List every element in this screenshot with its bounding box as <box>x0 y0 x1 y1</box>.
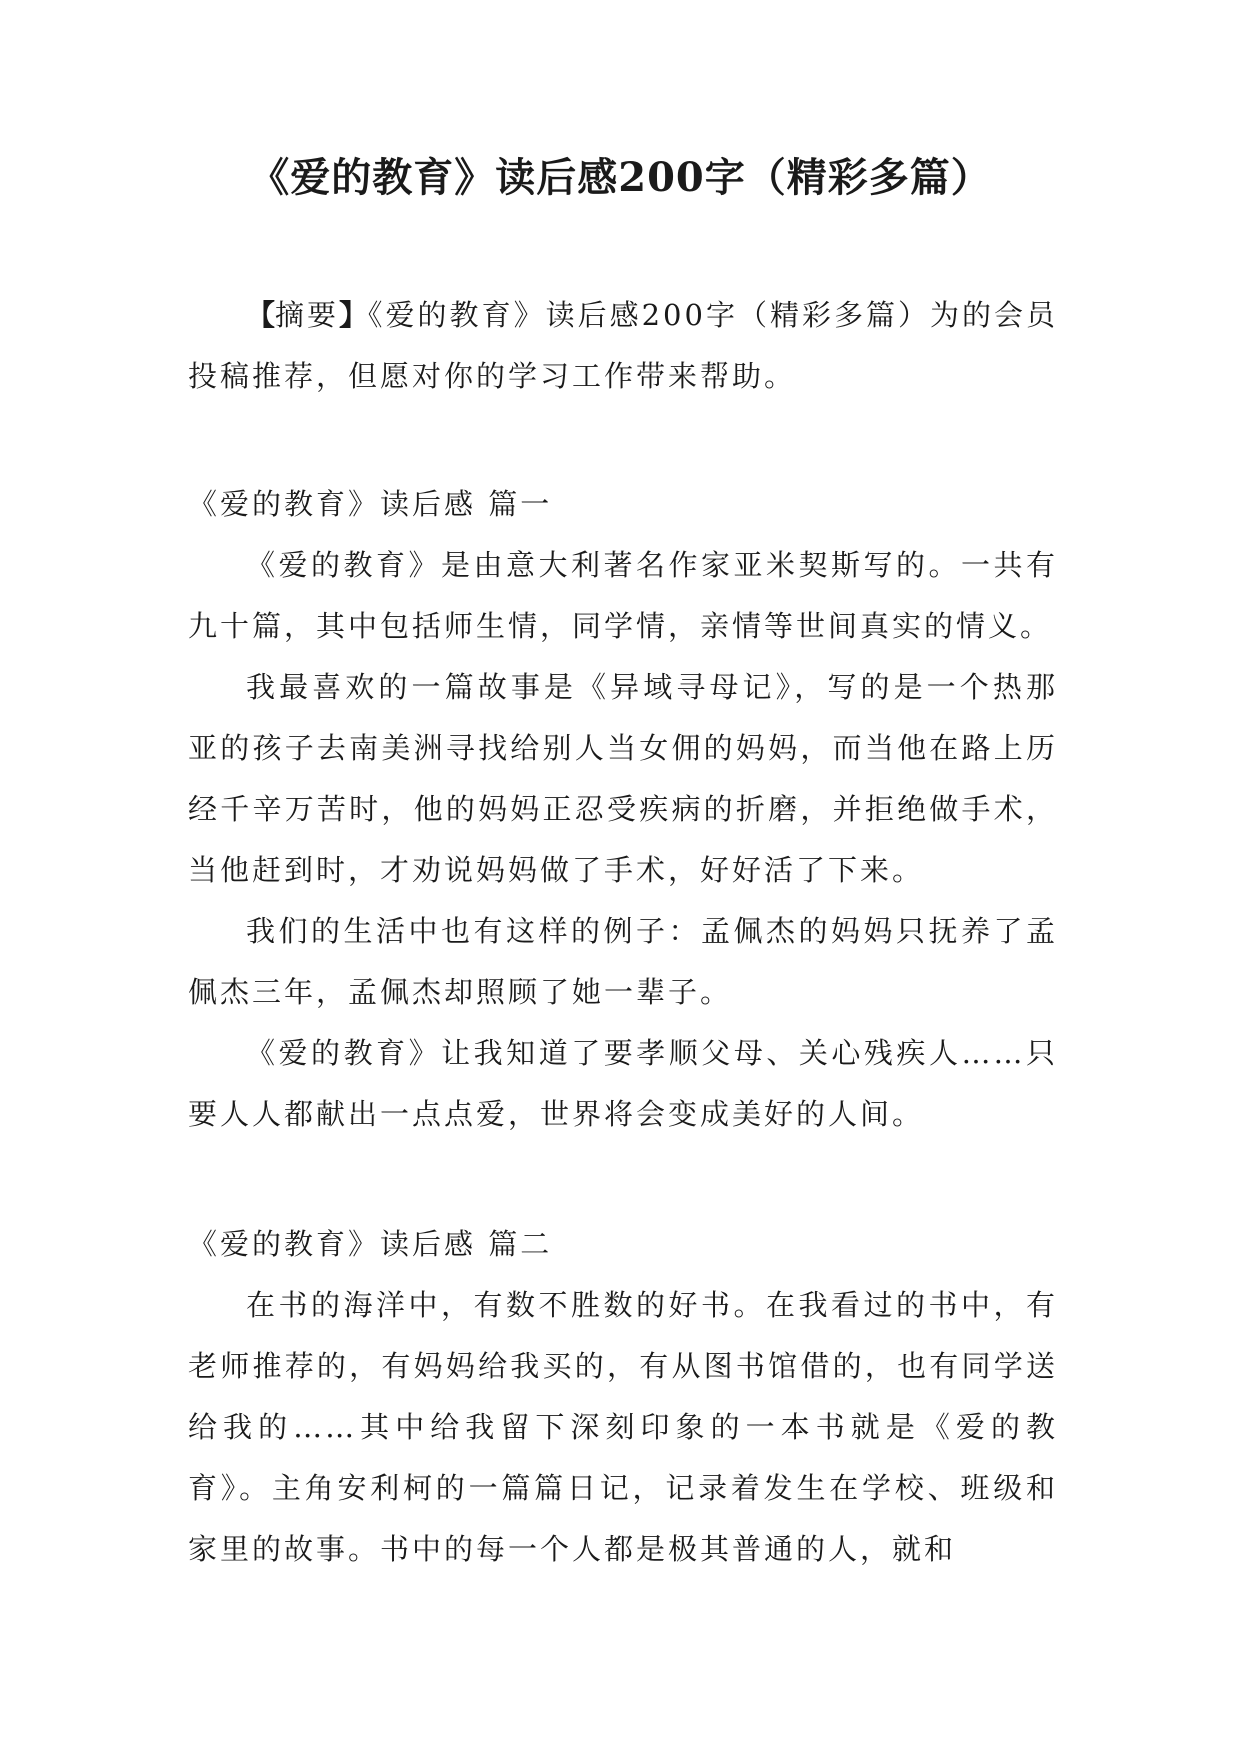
abstract-label: 摘要 <box>275 298 340 332</box>
section-1 <box>188 474 1058 1145</box>
abstract-label-close: 】 <box>339 298 369 332</box>
body-paragraph: 在书的海洋中，有数不胜数的好书。在我看过的书中，有老师推荐的，有妈妈给我买的，有从图书馆借的，也有同学送给我的……其中给我留下深刻印象的一本书就是《爱的教育》。主角安利柯的一篇篇日记，记录着发生在学校、班级和家里的故事。书中的每一个人都是极其普通的人，就和 <box>188 1288 1058 1566</box>
body-paragraph: 《爱的教育》是由意大利著名作家亚米契斯写的。一共有九十篇，其中包括师生情，同学情，亲情等世间真实的情义。 <box>188 548 1058 643</box>
body-paragraph: 我最喜欢的一篇故事是《异域寻母记》，写的是一个热那亚的孩子去南美洲寻找给别人当女佣的妈妈，而当他在路上历经千辛万苦时，他的妈妈正忍受疾病的折磨，并拒绝做手术，当他赶到时，才劝说妈妈做了手术，好好活了下来。 <box>188 670 1058 887</box>
abstract-text: 《爱的教育》读后感200字（精彩多篇）为的会员投稿推荐，但愿对你的学习工作带来帮助。 <box>188 298 1058 393</box>
abstract-label-open: 【 <box>246 298 276 332</box>
section-2 <box>188 1214 1058 1580</box>
body-paragraph: 我们的生活中也有这样的例子：孟佩杰的妈妈只抚养了孟佩杰三年，孟佩杰却照顾了她一辈子。 <box>188 914 1058 1009</box>
section-heading: 《爱的教育》读后感 篇一 <box>188 487 553 521</box>
document-title: 《爱的教育》读后感200字（精彩多篇） <box>249 154 992 201</box>
section-heading: 《爱的教育》读后感 篇二 <box>188 1227 553 1261</box>
document-body <box>188 285 1058 1649</box>
abstract-paragraph <box>188 285 1058 407</box>
body-paragraph: 《爱的教育》让我知道了要孝顺父母、关心残疾人……只要人人都献出一点点爱，世界将会变成美好的人间。 <box>188 1036 1058 1131</box>
